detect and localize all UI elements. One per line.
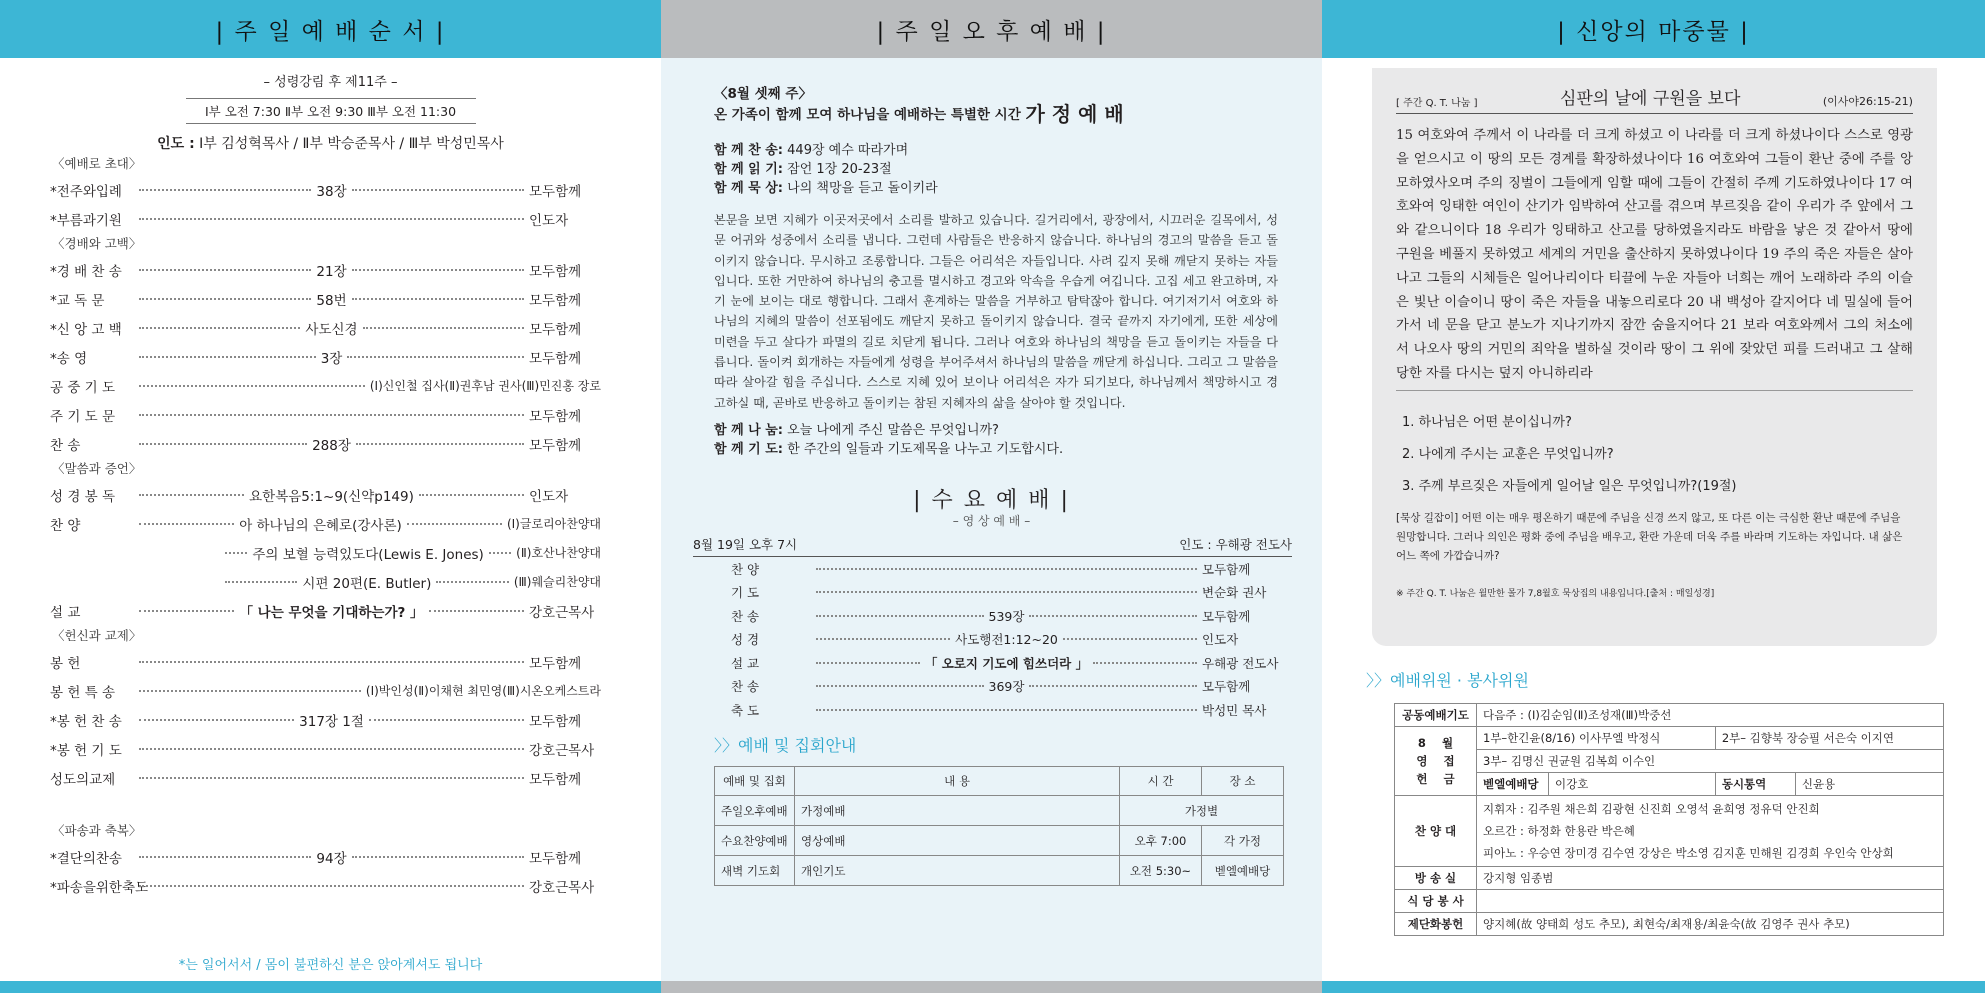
table-row bbox=[1395, 796, 1944, 867]
order-row bbox=[0, 255, 661, 284]
table-row bbox=[1395, 913, 1944, 936]
choir-line: 피아노 : 우승연 장미경 김수연 강상은 박소영 김지훈 민해원 김경희 우인숙 안상희 bbox=[1483, 846, 1894, 860]
order-person: 모두함께 bbox=[1202, 561, 1251, 577]
table-row bbox=[1395, 890, 1944, 913]
table-cell: 오후 7:00 bbox=[1120, 826, 1202, 856]
dot-leader bbox=[139, 494, 244, 496]
worship-order-column bbox=[0, 0, 661, 993]
dot-leader bbox=[816, 662, 920, 664]
dot-leader bbox=[139, 218, 524, 220]
dot-leader bbox=[347, 356, 524, 358]
dot-leader bbox=[1093, 662, 1197, 664]
table-cell: 가정별 bbox=[1120, 796, 1284, 826]
qt-source: ※ 주간 Q. T. 나눔은 월만한 몰가 7,8월호 묵상집의 내용입니다.[출처 : 매일성경] bbox=[1396, 588, 1715, 599]
dot-leader bbox=[139, 856, 311, 858]
info-value: 나의 책망을 듣고 돌이키라 bbox=[787, 181, 938, 196]
order-person: 모두함께 bbox=[529, 655, 582, 672]
dot-leader bbox=[419, 494, 524, 496]
order-row bbox=[0, 175, 661, 204]
order-row bbox=[0, 676, 661, 705]
wednesday-order bbox=[661, 557, 1322, 722]
table-header: 내 용 bbox=[795, 767, 1120, 796]
order-label: *송 영 bbox=[50, 350, 88, 367]
table-cell bbox=[1477, 890, 1944, 913]
wednesday-row bbox=[661, 557, 1322, 581]
info-key: 함 께 읽 기: bbox=[714, 162, 784, 177]
dot-leader bbox=[489, 552, 511, 554]
order-row bbox=[0, 204, 661, 233]
dot-leader bbox=[139, 189, 311, 191]
order-row bbox=[0, 734, 661, 763]
table-key: 제단화봉헌 bbox=[1395, 913, 1477, 936]
order-person: (Ⅰ)신인철 집사(Ⅱ)권후남 권사(Ⅲ)민진홍 장로 bbox=[369, 379, 601, 393]
order-person: 모두함께 bbox=[529, 713, 582, 730]
dot-leader bbox=[407, 523, 502, 525]
table-header: 예배 및 집회 bbox=[715, 767, 795, 796]
order-detail: 58번 bbox=[316, 292, 347, 309]
dot-leader bbox=[139, 269, 311, 271]
order-row bbox=[0, 400, 661, 429]
dot-leader bbox=[352, 298, 524, 300]
wednesday-title: | 수 요 예 배 | bbox=[913, 487, 1070, 513]
info-value: 잠언 1장 20-23절 bbox=[787, 162, 892, 177]
section-title: 〈경배와 고백〉 bbox=[52, 236, 142, 251]
order-person: (Ⅰ)글로리아찬양대 bbox=[506, 517, 602, 531]
table-key: 벧엘예배당 bbox=[1477, 773, 1549, 796]
order-row bbox=[0, 480, 661, 509]
table-cell: 주일오후예배 bbox=[715, 796, 795, 826]
dot-leader bbox=[436, 581, 508, 583]
dot-leader bbox=[139, 661, 524, 663]
table-cell: 수요찬양예배 bbox=[715, 826, 795, 856]
wednesday-row bbox=[661, 580, 1322, 604]
order-person: 인도자 bbox=[529, 488, 569, 505]
dot-leader bbox=[225, 581, 297, 583]
service-committee-title: 〉〉예배위원 · 봉사위원 bbox=[1366, 671, 1529, 690]
meeting-table bbox=[714, 766, 1284, 886]
qt-question: 1. 하나님은 어떤 분이십니까? bbox=[1402, 414, 1572, 430]
order-label: 찬 송 bbox=[731, 608, 760, 624]
wednesday-row bbox=[661, 651, 1322, 675]
order-detail: 317장 1절 bbox=[299, 713, 364, 730]
info-key: 함 께 나 눔: bbox=[714, 422, 784, 438]
dot-leader bbox=[139, 443, 307, 445]
footer-bar bbox=[0, 981, 661, 993]
order-person: 모두함께 bbox=[529, 437, 582, 454]
order-label: 성도의교제 bbox=[50, 771, 116, 788]
order-label: *봉 헌 기 도 bbox=[50, 742, 122, 759]
qt-title: 심판의 날에 구원을 보다 bbox=[1559, 89, 1741, 109]
order-person: 우해광 전도사 bbox=[1202, 655, 1279, 671]
dot-leader bbox=[816, 685, 984, 687]
qt-questions bbox=[1402, 407, 1913, 503]
order-person: 모두함께 bbox=[529, 321, 582, 338]
order-person: (Ⅱ)호산나찬양대 bbox=[516, 546, 601, 560]
table-header: 시 간 bbox=[1120, 767, 1202, 796]
dot-leader bbox=[139, 414, 524, 416]
dot-leader bbox=[352, 856, 524, 858]
order-detail: 539장 bbox=[988, 608, 1025, 624]
dot-leader bbox=[369, 719, 524, 721]
order-label: *경 배 찬 송 bbox=[50, 263, 122, 280]
qt-tag: [ 주간 Q. T. 나눔 ] bbox=[1396, 98, 1478, 109]
wednesday-row bbox=[661, 674, 1322, 698]
info-value: 한 주간의 일들과 기도제목을 나누고 기도합시다. bbox=[787, 441, 1064, 457]
footer-bar bbox=[1322, 981, 1985, 993]
choir-line: 오르간 : 하정화 한용란 박은혜 bbox=[1483, 824, 1635, 838]
wednesday-row bbox=[661, 627, 1322, 651]
order-detail: 요한복음5:1~9(신약p149) bbox=[249, 488, 414, 505]
dot-leader bbox=[363, 327, 524, 329]
dot-leader bbox=[356, 443, 524, 445]
liturgical-week: – 성령강림 후 제11주 – bbox=[263, 75, 398, 90]
wednesday-subtitle: – 영 상 예 배 – bbox=[952, 513, 1031, 528]
dot-leader bbox=[429, 610, 524, 612]
meeting-guide-title: 〉〉예배 및 집회안내 bbox=[714, 736, 857, 756]
dot-leader bbox=[139, 356, 316, 358]
leaders-label: 인도 : bbox=[157, 136, 195, 152]
order-row bbox=[0, 371, 661, 400]
table-row bbox=[1395, 867, 1944, 890]
order-label: *전주와입례 bbox=[50, 183, 122, 200]
order-detail: 3장 bbox=[320, 350, 343, 367]
order-label: *파송을위한축도 bbox=[50, 879, 149, 896]
table-cell: 1부–한긴윤(8/16) 이사무엘 박정식 bbox=[1477, 727, 1716, 750]
order-label: *부름과기원 bbox=[50, 212, 122, 229]
order-row bbox=[0, 538, 661, 567]
table-cell: 영상예배 bbox=[795, 826, 1120, 856]
dot-leader bbox=[139, 385, 365, 387]
section-title: 〈헌신과 교제〉 bbox=[52, 628, 142, 643]
table-cell: 양지혜(故 양태희 성도 추모), 최현숙/최재용/최윤숙(故 김영주 권사 추모) bbox=[1477, 913, 1944, 936]
info-key: 함 께 찬 송: bbox=[714, 143, 784, 158]
qt-reference: (이사야26:15-21) bbox=[1822, 95, 1913, 108]
dot-leader bbox=[139, 748, 524, 750]
order-detail: 「 나는 무엇을 기대하는가? 」 bbox=[239, 604, 424, 621]
order-detail: 아 하나님의 은혜로(강사론) bbox=[239, 517, 402, 534]
family-worship-info bbox=[714, 141, 1278, 198]
table-key: 찬 양 대 bbox=[1395, 796, 1477, 867]
order-detail: 21장 bbox=[316, 263, 347, 280]
wednesday-meta bbox=[693, 535, 1292, 557]
service-times: Ⅰ부 오전 7:30 Ⅱ부 오전 9:30 Ⅲ부 오전 11:30 bbox=[186, 98, 476, 124]
order-person: (Ⅲ)웨슬리찬양대 bbox=[513, 575, 602, 589]
order-row bbox=[0, 429, 661, 458]
order-row bbox=[0, 705, 661, 734]
dot-leader bbox=[816, 709, 1197, 711]
qt-header bbox=[1396, 84, 1913, 114]
order-person: 인도자 bbox=[1202, 632, 1239, 648]
qt-question: 3. 주께 부르짖은 자들에게 일어날 일은 무엇입니까?(19절) bbox=[1402, 478, 1737, 494]
section-title: 〈예배로 초대〉 bbox=[52, 156, 142, 171]
table-row bbox=[715, 826, 1284, 856]
order-detail: 사도행전1:12~20 bbox=[955, 632, 1058, 648]
order-label: 성 경 봉 독 bbox=[50, 488, 116, 505]
table-cell: 오전 5:30~ bbox=[1120, 856, 1202, 886]
dot-leader bbox=[139, 610, 234, 612]
qt-verse: 15 여호와여 주께서 이 나라를 더 크게 하셨고 이 나라를 더 크게 하셨나이다 스스로 영광을 얻으시고 이 땅의 모든 경계를 확장하셨나이다 16 여호와여 그들이 환난 중에 주를 앙모하였사오며 주의 징벌이 그들에게 임할 때에 그들이 간절히 주께 기도하였나이다 17 여호와여 잉태한 여인이 산기가 임박하여 산고를 겪으며 부르짖음 같이 우리가 주 앞에서 그와 같으니이다 18 우리가 잉태하고 산고를 당하였을지라도 바람을 낳은 것 같아서 땅에 구원을 베풀지 못하였고 세계의 거민을 출산하지 못하였나이다 19 주의 죽은 자들은 살아나고 그들의 시체들은 일어나리이다 티끌에 누운 자들아 너희는 깨어 노래하라 주의 이슬은 빛난 이슬이니 땅이 죽은 자들을 내놓으리로다 20 내 백성아 갈지어다 네 밀실에 들어가서 네 문을 닫고 분노가 지나기까지 잠깐 숨을지어다 21 보라 여호와께서 그의 처소에서 나오사 땅의 거민의 죄악을 벌하실 것이라 땅이 그 위에 잦았던 피를 드러내고 그 살해 당한 자를 다시는 덮지 아니하리라 bbox=[1396, 124, 1913, 391]
order-label: 찬 양 bbox=[731, 561, 760, 577]
order-row bbox=[0, 596, 661, 625]
order-label: 축 도 bbox=[731, 702, 760, 718]
table-row bbox=[1395, 750, 1944, 773]
order-row bbox=[0, 842, 661, 871]
order-list bbox=[0, 153, 661, 900]
order-row bbox=[0, 342, 661, 371]
choir-line: 지휘자 : 김주원 채은희 김광현 신진희 오영석 윤희영 정유덕 안진희 bbox=[1483, 802, 1820, 816]
dot-leader bbox=[1029, 615, 1197, 617]
dot-leader bbox=[139, 327, 300, 329]
table-cell bbox=[1477, 796, 1944, 867]
order-label: *교 독 문 bbox=[50, 292, 105, 309]
order-label: 봉 헌 bbox=[50, 655, 81, 672]
wednesday-date: 8월 19일 오후 7시 bbox=[693, 536, 798, 552]
order-person: 모두함께 bbox=[529, 771, 582, 788]
info-key: 함 께 기 도: bbox=[714, 441, 784, 457]
order-row bbox=[0, 313, 661, 342]
order-person: 변순화 권사 bbox=[1202, 585, 1267, 601]
table-key: 동시통역 bbox=[1715, 773, 1795, 796]
section-title: 〈파송과 축복〉 bbox=[52, 823, 142, 838]
order-row bbox=[0, 871, 661, 900]
order-person: 인도자 bbox=[529, 212, 569, 229]
order-label: 설 교 bbox=[731, 655, 760, 671]
qt-meditation: [묵상 길잡이] 어떤 이는 매우 평온하기 때문에 주님을 신경 쓰지 않고, 또 다른 이는 극심한 환난 때문에 주님을 원망합니다. 그러나 의인은 평화 중에 주님을 배우고, 환란 가운데 더욱 주를 바라며 기도하는 자입니다. 내 삶은 어느 쪽에 가깝습니까? bbox=[1396, 511, 1903, 562]
dot-leader bbox=[139, 885, 524, 887]
order-row bbox=[0, 647, 661, 676]
table-key: 공동예배기도 bbox=[1395, 704, 1477, 727]
headline-big: 가 정 예 배 bbox=[1025, 102, 1124, 126]
info-value: 오늘 나에게 주신 말씀은 무엇입니까? bbox=[787, 422, 999, 438]
order-detail: 시편 20편(E. Butler) bbox=[302, 575, 432, 592]
dot-leader bbox=[225, 552, 247, 554]
table-cell: 새벽 기도회 bbox=[715, 856, 795, 886]
table-cell: 각 가정 bbox=[1202, 826, 1284, 856]
order-row bbox=[0, 763, 661, 792]
table-header: 장 소 bbox=[1202, 767, 1284, 796]
order-row bbox=[0, 509, 661, 538]
faith-header: | 신앙의 마중물 | bbox=[1322, 0, 1985, 58]
dot-leader bbox=[139, 523, 234, 525]
qt-box bbox=[1372, 68, 1937, 646]
table-key: 식 당 봉 사 bbox=[1395, 890, 1477, 913]
info-value: 449장 예수 따라가며 bbox=[787, 143, 909, 158]
table-cell: 개인기도 bbox=[795, 856, 1120, 886]
table-cell: 이강호 bbox=[1549, 773, 1716, 796]
wednesday-row bbox=[661, 698, 1322, 722]
order-detail: 사도신경 bbox=[305, 321, 358, 338]
order-label: 설 교 bbox=[50, 604, 81, 621]
table-cell: 벧엘예배당 bbox=[1202, 856, 1284, 886]
table-cell: 가정예배 bbox=[795, 796, 1120, 826]
dot-leader bbox=[352, 189, 524, 191]
order-label: 찬 양 bbox=[50, 517, 81, 534]
week-label: 〈8월 셋째 주〉 bbox=[714, 86, 812, 102]
order-row bbox=[0, 284, 661, 313]
table-cell: 강지형 임종범 bbox=[1477, 867, 1944, 890]
family-worship-intro bbox=[714, 84, 1278, 125]
leaders-text: Ⅰ부 김성혁목사 / Ⅱ부 박승준목사 / Ⅲ부 박성민목사 bbox=[199, 136, 504, 152]
order-label: 공 중 기 도 bbox=[50, 379, 116, 396]
order-person: 모두함께 bbox=[529, 350, 582, 367]
wednesday-leader: 인도 : 우해광 전도사 bbox=[1179, 536, 1292, 552]
dot-leader bbox=[1029, 685, 1197, 687]
order-person: 강호근목사 bbox=[529, 604, 595, 621]
afternoon-worship-header: | 주 일 오 후 예 배 | bbox=[661, 0, 1322, 58]
dot-leader bbox=[816, 615, 984, 617]
order-label: 봉 헌 특 송 bbox=[50, 684, 116, 701]
order-person: 모두함께 bbox=[529, 263, 582, 280]
section-title: 〈말씀과 증언〉 bbox=[52, 461, 142, 476]
order-label: 찬 송 bbox=[50, 437, 81, 454]
sermon-body: 본문을 보면 지혜가 이곳저곳에서 소리를 발하고 있습니다. 길거리에서, 광장에서, 시끄러운 길목에서, 성문 어귀와 성중에서 소리를 냅니다. 그런데 사람들은 반응하지 않습니다. 하나님의 경고의 말씀을 듣고 돌이키지 않습니다. 무시하고 조롱합니다. 그들은 어리석은 자들입니다. 사려 깊지 못해 깨닫지 못하는 자들입니다. 또한 거만하여 하나님의 충고를 멸시하고 경고와 악속을 우습게 여깁니다. 고집 세고 완고하며, 자기 눈에 보이는 대로 행합니다. 그래서 훈계하는 말씀을 거부하고 탐탁잖아 합니다. 여기저기서 여호와 하나님의 지혜의 말씀이 선포됨에도 깨닫지 못하고 돌이키지 않습니다. 결국 끝까지 자기에게, 또한 세상에 미련을 두고 살다가 파멸의 길로 치닫게 됩니다. 그러나 여호와 하나님의 책망을 듣고 돌이키는 자들을 다릅니다. 돌이켜 회개하는 자들에게 성령을 부어주셔서 하나님의 말씀을 깨닫게 하십니다. 그리고 그 말씀을 따라 살아갈 힘을 주십니다. 스스로 지혜 있어 보이나 어리석은 자가 되기보다, 하나님께서 책망하시고 경고하실 때, 곧바로 반응하고 돌이키는 참된 지혜자의 삶을 살아야 할 것입니다. bbox=[714, 213, 1278, 410]
sharing-prayer bbox=[714, 421, 1278, 459]
order-person: 모두함께 bbox=[1202, 608, 1251, 624]
order-label: 찬 송 bbox=[731, 679, 760, 695]
order-detail: 주의 보혈 능력있도다(Lewis E. Jones) bbox=[252, 546, 484, 563]
order-label: *결단의찬송 bbox=[50, 850, 122, 867]
order-detail: 369장 bbox=[988, 679, 1025, 695]
order-person: 모두함께 bbox=[529, 183, 582, 200]
worship-order-header: | 주 일 예 배 순 서 | bbox=[0, 0, 661, 58]
order-person: 박성민 목사 bbox=[1202, 702, 1267, 718]
table-cell: 다음주 : (Ⅰ)김순임(Ⅱ)조성재(Ⅲ)박중선 bbox=[1477, 704, 1944, 727]
order-detail: 94장 bbox=[316, 850, 347, 867]
qt-question: 2. 나에게 주시는 교훈은 무엇입니까? bbox=[1402, 446, 1614, 462]
dot-leader bbox=[352, 269, 524, 271]
table-cell: 2부– 김향북 장승필 서은숙 이지연 bbox=[1715, 727, 1943, 750]
order-person: 강호근목사 bbox=[529, 742, 595, 759]
order-label: 주 기 도 문 bbox=[50, 408, 116, 425]
dot-leader bbox=[139, 298, 311, 300]
dot-leader bbox=[139, 719, 294, 721]
table-row bbox=[715, 856, 1284, 886]
table-cell: 3부– 김명신 권균원 김복희 이수인 bbox=[1477, 750, 1944, 773]
table-cell: 신윤용 bbox=[1795, 773, 1943, 796]
service-table bbox=[1394, 703, 1944, 936]
dot-leader bbox=[816, 591, 1197, 593]
headline: 온 가족이 함께 모여 하나님을 예배하는 특별한 시간 bbox=[714, 107, 1021, 123]
dot-leader bbox=[139, 690, 361, 692]
info-key: 함 께 묵 상: bbox=[714, 181, 784, 196]
order-detail: 38장 bbox=[316, 183, 347, 200]
order-person: 모두함께 bbox=[1202, 679, 1251, 695]
table-row bbox=[1395, 773, 1944, 796]
order-label: *봉 헌 찬 송 bbox=[50, 713, 122, 730]
order-person: 강호근목사 bbox=[529, 879, 595, 896]
table-row bbox=[1395, 727, 1944, 750]
table-row bbox=[1395, 704, 1944, 727]
order-label: 기 도 bbox=[731, 585, 760, 601]
wednesday-row bbox=[661, 604, 1322, 628]
table-row bbox=[715, 796, 1284, 826]
faith-column bbox=[1322, 0, 1985, 993]
order-label: 성 경 bbox=[731, 632, 760, 648]
dot-leader bbox=[139, 777, 524, 779]
order-detail: 「 오로지 기도에 힘쓰더라 」 bbox=[924, 655, 1089, 671]
footer-bar bbox=[661, 981, 1322, 993]
order-person: 모두함께 bbox=[529, 408, 582, 425]
order-detail: 288장 bbox=[312, 437, 351, 454]
table-key: 방 송 실 bbox=[1395, 867, 1477, 890]
order-person: 모두함께 bbox=[529, 850, 582, 867]
standing-note: *는 일어서서 / 몸이 불편하신 분은 앉아계셔도 됩니다 bbox=[178, 958, 483, 973]
service-leaders bbox=[0, 133, 661, 153]
dot-leader bbox=[816, 638, 950, 640]
afternoon-worship-column bbox=[661, 0, 1322, 993]
order-person: (Ⅰ)박인성(Ⅱ)이채현 최민영(Ⅲ)시온오케스트라 bbox=[365, 684, 601, 698]
order-label: *신 앙 고 백 bbox=[50, 321, 122, 338]
order-row bbox=[0, 567, 661, 596]
dot-leader bbox=[816, 568, 1197, 570]
dot-leader bbox=[1063, 638, 1197, 640]
order-person: 모두함께 bbox=[529, 292, 582, 309]
table-key: 8 월 영 접 헌 금 bbox=[1395, 727, 1477, 796]
